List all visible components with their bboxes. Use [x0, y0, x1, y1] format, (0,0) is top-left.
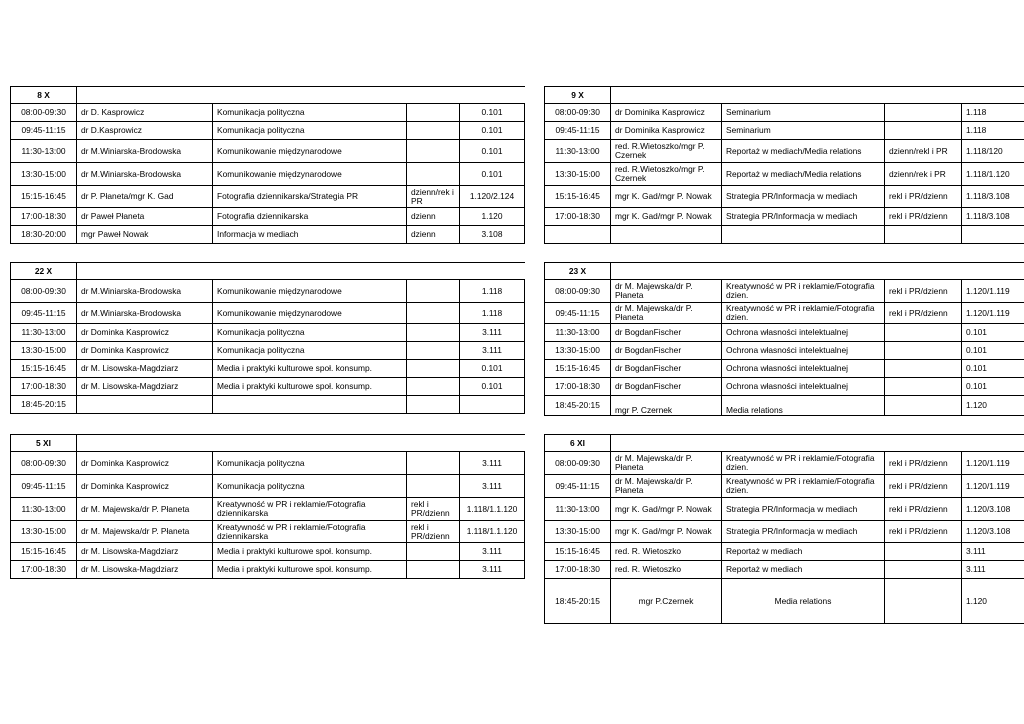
teacher-cell: dr M. Majewska/dr P. Płaneta	[611, 452, 722, 475]
teacher-cell: dr BogdanFischer	[611, 342, 722, 360]
mode-cell	[407, 475, 460, 498]
subject-cell: Reportaż w mediach/Media relations	[722, 140, 885, 163]
subject-cell: Informacja w mediach	[213, 226, 407, 244]
header-filler	[611, 87, 1024, 104]
room-cell: 3.111	[460, 452, 525, 475]
room-cell: 1.118/3.108	[962, 186, 1024, 208]
subject-cell: Media i praktyki kulturowe społ. konsump.	[213, 561, 407, 579]
room-cell: 1.120	[962, 579, 1024, 624]
header-filler	[611, 263, 1024, 280]
teacher-cell: dr M. Lisowska-Magdziarz	[77, 561, 213, 579]
mode-cell	[407, 452, 460, 475]
day-header: 9 X	[545, 87, 611, 104]
room-cell: 1.120	[460, 208, 525, 226]
room-cell: 1.118/120	[962, 140, 1024, 163]
time-cell: 08:00-09:30	[545, 104, 611, 122]
room-cell: 3.111	[460, 561, 525, 579]
subject-cell: Seminarium	[722, 122, 885, 140]
room-cell: 3.108	[460, 226, 525, 244]
room-cell	[962, 226, 1024, 244]
time-cell: 11:30-13:00	[545, 324, 611, 342]
teacher-cell: dr M. Majewska/dr P. Płaneta	[77, 498, 213, 521]
subject-cell: Media relations	[722, 579, 885, 624]
room-cell: 1.120/1.119	[962, 303, 1024, 324]
room-cell: 0.101	[962, 360, 1024, 378]
subject-cell: Komunikacja polityczna	[213, 342, 407, 360]
time-cell: 18:45-20:15	[11, 396, 77, 414]
room-cell: 0.101	[962, 378, 1024, 396]
room-cell: 1.118/3.108	[962, 208, 1024, 226]
header-filler	[77, 263, 525, 280]
room-cell: 1.120/1.119	[962, 452, 1024, 475]
time-cell: 15:15-16:45	[11, 360, 77, 378]
time-cell: 08:00-09:30	[545, 452, 611, 475]
teacher-cell: red. R.Wietoszko/mgr P. Czernek	[611, 140, 722, 163]
subject-cell: Strategia PR/Informacja w mediach	[722, 208, 885, 226]
time-cell: 11:30-13:00	[11, 498, 77, 521]
teacher-cell: dr P. Płaneta/mgr K. Gad	[77, 186, 213, 208]
teacher-cell: dr M. Majewska/dr P. Płaneta	[77, 521, 213, 543]
teacher-cell: red. R.Wietoszko/mgr P. Czernek	[611, 163, 722, 186]
subject-cell	[213, 396, 407, 414]
teacher-cell: red. R. Wietoszko	[611, 561, 722, 579]
mode-cell	[885, 378, 962, 396]
time-cell: 17:00-18:30	[11, 208, 77, 226]
time-cell: 17:00-18:30	[545, 378, 611, 396]
subject-cell: Kreatywność w PR i reklamie/Fotografia dzien.	[722, 452, 885, 475]
teacher-cell: dr Paweł Płaneta	[77, 208, 213, 226]
schedule-table-22x	[10, 262, 525, 414]
teacher-cell: dr Dominka Kasprowicz	[77, 324, 213, 342]
mode-cell	[407, 122, 460, 140]
teacher-cell: mgr K. Gad/mgr P. Nowak	[611, 498, 722, 521]
mode-cell	[407, 303, 460, 324]
room-cell: 3.111	[962, 543, 1024, 561]
subject-cell: Kreatywność w PR i reklamie/Fotografia dzien.	[722, 475, 885, 498]
room-cell: 0.101	[460, 378, 525, 396]
subject-cell: Komunikowanie międzynarodowe	[213, 303, 407, 324]
schedule-table-9x	[544, 86, 1024, 244]
teacher-cell: mgr K. Gad/mgr P. Nowak	[611, 208, 722, 226]
mode-cell: rekl i PR/dzienn	[407, 521, 460, 543]
teacher-cell	[611, 226, 722, 244]
mode-cell	[407, 396, 460, 414]
day-header: 8 X	[11, 87, 77, 104]
time-cell: 13:30-15:00	[545, 163, 611, 186]
mode-cell: rekl i PR/dzienn	[885, 521, 962, 543]
room-cell: 1.118/1.1.120	[460, 498, 525, 521]
room-cell: 0.101	[460, 163, 525, 186]
subject-cell: Ochrona własności intelektualnej	[722, 360, 885, 378]
time-cell: 13:30-15:00	[11, 342, 77, 360]
time-cell: 17:00-18:30	[11, 378, 77, 396]
room-cell: 1.118/1.1.120	[460, 521, 525, 543]
time-cell: 09:45-11:15	[545, 475, 611, 498]
time-cell: 15:15-16:45	[545, 543, 611, 561]
subject-cell: Reportaż w mediach	[722, 543, 885, 561]
teacher-cell: dr M. Majewska/dr P. Płaneta	[611, 475, 722, 498]
subject-cell: Kreatywność w PR i reklamie/Fotografia dzien.	[722, 303, 885, 324]
teacher-cell: dr Dominika Kasprowicz	[611, 104, 722, 122]
room-cell: 1.120/3.108	[962, 498, 1024, 521]
teacher-cell: dr Dominka Kasprowicz	[77, 475, 213, 498]
time-cell: 09:45-11:15	[545, 303, 611, 324]
teacher-cell: dr M. Lisowska-Magdziarz	[77, 360, 213, 378]
mode-cell	[407, 104, 460, 122]
mode-cell: rekl i PR/dzienn	[407, 498, 460, 521]
room-cell: 0.101	[460, 360, 525, 378]
subject-cell: Media i praktyki kulturowe społ. konsump.	[213, 543, 407, 561]
time-cell: 08:00-09:30	[545, 280, 611, 303]
subject-cell: Komunikowanie międzynarodowe	[213, 140, 407, 163]
teacher-cell: dr M. Lisowska-Magdziarz	[77, 543, 213, 561]
time-cell: 18:45-20:15	[545, 396, 611, 416]
subject-cell: Komunikacja polityczna	[213, 324, 407, 342]
mode-cell: dzienn/rek i PR	[885, 163, 962, 186]
room-cell: 1.118	[962, 122, 1024, 140]
room-cell: 1.120/1.119	[962, 475, 1024, 498]
teacher-cell: dr D.Kasprowicz	[77, 122, 213, 140]
mode-cell: dzienn	[407, 226, 460, 244]
mode-cell	[885, 226, 962, 244]
day-header: 22 X	[11, 263, 77, 280]
time-cell: 09:45-11:15	[11, 303, 77, 324]
room-cell: 0.101	[460, 122, 525, 140]
time-cell: 09:45-11:15	[11, 475, 77, 498]
mode-cell	[407, 280, 460, 303]
room-cell: 1.120	[962, 396, 1024, 416]
teacher-cell: dr BogdanFischer	[611, 324, 722, 342]
subject-cell: Strategia PR/Informacja w mediach	[722, 521, 885, 543]
time-cell: 09:45-11:15	[11, 122, 77, 140]
teacher-cell: mgr P.Czernek	[611, 579, 722, 624]
teacher-cell: dr M.Winiarska-Brodowska	[77, 140, 213, 163]
schedule-table-6xi	[544, 434, 1024, 624]
teacher-cell: dr D. Kasprowicz	[77, 104, 213, 122]
time-cell: 11:30-13:00	[11, 140, 77, 163]
room-cell	[460, 396, 525, 414]
time-cell: 13:30-15:00	[11, 521, 77, 543]
mode-cell: rekl i PR/dzienn	[885, 186, 962, 208]
mode-cell: rekl i PR/dzienn	[885, 280, 962, 303]
teacher-cell: dr M. Majewska/dr P. Płaneta	[611, 303, 722, 324]
time-cell: 17:00-18:30	[545, 561, 611, 579]
room-cell: 3.111	[460, 475, 525, 498]
mode-cell: rekl i PR/dzienn	[885, 498, 962, 521]
room-cell: 0.101	[460, 104, 525, 122]
subject-cell: Komunikacja polityczna	[213, 104, 407, 122]
room-cell: 1.118	[460, 280, 525, 303]
subject-cell: Fotografia dziennikarska/Strategia PR	[213, 186, 407, 208]
teacher-cell: mgr P. Czernek	[611, 396, 722, 416]
teacher-cell: mgr K. Gad/mgr P. Nowak	[611, 186, 722, 208]
subject-cell: Komunikacja polityczna	[213, 475, 407, 498]
mode-cell	[885, 561, 962, 579]
mode-cell: rekl i PR/dzienn	[885, 475, 962, 498]
mode-cell: dzienn/rek i PR	[407, 186, 460, 208]
schedule-table-5xi	[10, 434, 525, 579]
teacher-cell: dr BogdanFischer	[611, 360, 722, 378]
teacher-cell: dr M.Winiarska-Brodowska	[77, 280, 213, 303]
header-filler	[77, 87, 525, 104]
day-header: 5 XI	[11, 435, 77, 452]
subject-cell: Strategia PR/Informacja w mediach	[722, 186, 885, 208]
mode-cell	[407, 163, 460, 186]
subject-cell: Komunikowanie międzynarodowe	[213, 163, 407, 186]
subject-cell: Komunikowanie międzynarodowe	[213, 280, 407, 303]
subject-cell: Strategia PR/Informacja w mediach	[722, 498, 885, 521]
time-cell: 17:00-18:30	[11, 561, 77, 579]
mode-cell	[407, 324, 460, 342]
subject-cell: Ochrona własności intelektualnej	[722, 324, 885, 342]
subject-cell: Fotografia dziennikarska	[213, 208, 407, 226]
day-header: 23 X	[545, 263, 611, 280]
time-cell: 15:15-16:45	[545, 360, 611, 378]
mode-cell: rekl i PR/dzienn	[885, 208, 962, 226]
schedule-table-23x	[544, 262, 1024, 416]
room-cell: 3.111	[460, 324, 525, 342]
teacher-cell: dr M. Lisowska-Magdziarz	[77, 378, 213, 396]
room-cell: 1.118	[460, 303, 525, 324]
subject-cell: Kreatywność w PR i reklamie/Fotografia dziennikarska	[213, 498, 407, 521]
mode-cell	[885, 543, 962, 561]
teacher-cell: dr M.Winiarska-Brodowska	[77, 303, 213, 324]
time-cell: 17:00-18:30	[545, 208, 611, 226]
mode-cell	[885, 104, 962, 122]
subject-cell: Reportaż w mediach/Media relations	[722, 163, 885, 186]
time-cell: 13:30-15:00	[545, 521, 611, 543]
room-cell: 3.111	[962, 561, 1024, 579]
subject-cell: Media i praktyki kulturowe społ. konsump.	[213, 378, 407, 396]
teacher-cell: dr Dominka Kasprowicz	[77, 452, 213, 475]
time-cell: 15:15-16:45	[11, 186, 77, 208]
day-header: 6 XI	[545, 435, 611, 452]
room-cell: 1.118	[962, 104, 1024, 122]
mode-cell: dzienn	[407, 208, 460, 226]
time-cell: 08:00-09:30	[11, 104, 77, 122]
teacher-cell: mgr Paweł Nowak	[77, 226, 213, 244]
time-cell: 08:00-09:30	[11, 452, 77, 475]
room-cell: 1.118/1.120	[962, 163, 1024, 186]
time-cell: 18:45-20:15	[545, 579, 611, 624]
time-cell: 15:15-16:45	[11, 543, 77, 561]
mode-cell	[885, 122, 962, 140]
mode-cell	[885, 342, 962, 360]
subject-cell: Seminarium	[722, 104, 885, 122]
subject-cell: Kreatywność w PR i reklamie/Fotografia dzien.	[722, 280, 885, 303]
room-cell: 0.101	[962, 324, 1024, 342]
mode-cell	[407, 543, 460, 561]
room-cell: 3.111	[460, 342, 525, 360]
time-cell: 08:00-09:30	[11, 280, 77, 303]
teacher-cell	[77, 396, 213, 414]
room-cell: 0.101	[460, 140, 525, 163]
mode-cell	[407, 360, 460, 378]
mode-cell	[407, 342, 460, 360]
subject-cell: Media relations	[722, 396, 885, 416]
room-cell: 1.120/3.108	[962, 521, 1024, 543]
teacher-cell: mgr K. Gad/mgr P. Nowak	[611, 521, 722, 543]
time-cell	[545, 226, 611, 244]
time-cell: 11:30-13:00	[11, 324, 77, 342]
mode-cell	[885, 360, 962, 378]
teacher-cell: dr Dominika Kasprowicz	[611, 122, 722, 140]
teacher-cell: dr M.Winiarska-Brodowska	[77, 163, 213, 186]
time-cell: 09:45-11:15	[545, 122, 611, 140]
time-cell: 15:15-16:45	[545, 186, 611, 208]
time-cell: 18:30-20:00	[11, 226, 77, 244]
room-cell: 1.120/1.119	[962, 280, 1024, 303]
subject-cell: Ochrona własności intelektualnej	[722, 378, 885, 396]
mode-cell: dzienn/rekl i PR	[885, 140, 962, 163]
time-cell: 13:30-15:00	[545, 342, 611, 360]
mode-cell	[407, 378, 460, 396]
mode-cell	[885, 396, 962, 416]
header-filler	[611, 435, 1024, 452]
mode-cell: rekl i PR/dzienn	[885, 452, 962, 475]
teacher-cell: dr Dominka Kasprowicz	[77, 342, 213, 360]
room-cell: 0.101	[962, 342, 1024, 360]
teacher-cell: dr M. Majewska/dr P. Płaneta	[611, 280, 722, 303]
teacher-cell: dr BogdanFischer	[611, 378, 722, 396]
time-cell: 11:30-13:00	[545, 140, 611, 163]
room-cell: 1.120/2.124	[460, 186, 525, 208]
time-cell: 11:30-13:00	[545, 498, 611, 521]
header-filler	[77, 435, 525, 452]
subject-cell: Kreatywność w PR i reklamie/Fotografia dziennikarska	[213, 521, 407, 543]
mode-cell	[407, 140, 460, 163]
schedule-table-8x	[10, 86, 525, 244]
room-cell: 3.111	[460, 543, 525, 561]
subject-cell: Reportaż w mediach	[722, 561, 885, 579]
mode-cell	[885, 324, 962, 342]
teacher-cell: red. R. Wietoszko	[611, 543, 722, 561]
subject-cell: Komunikacja polityczna	[213, 122, 407, 140]
mode-cell	[885, 579, 962, 624]
time-cell: 13:30-15:00	[11, 163, 77, 186]
mode-cell: rekl i PR/dzienn	[885, 303, 962, 324]
mode-cell	[407, 561, 460, 579]
subject-cell: Media i praktyki kulturowe społ. konsump.	[213, 360, 407, 378]
subject-cell: Komunikacja polityczna	[213, 452, 407, 475]
subject-cell: Ochrona własności intelektualnej	[722, 342, 885, 360]
subject-cell	[722, 226, 885, 244]
